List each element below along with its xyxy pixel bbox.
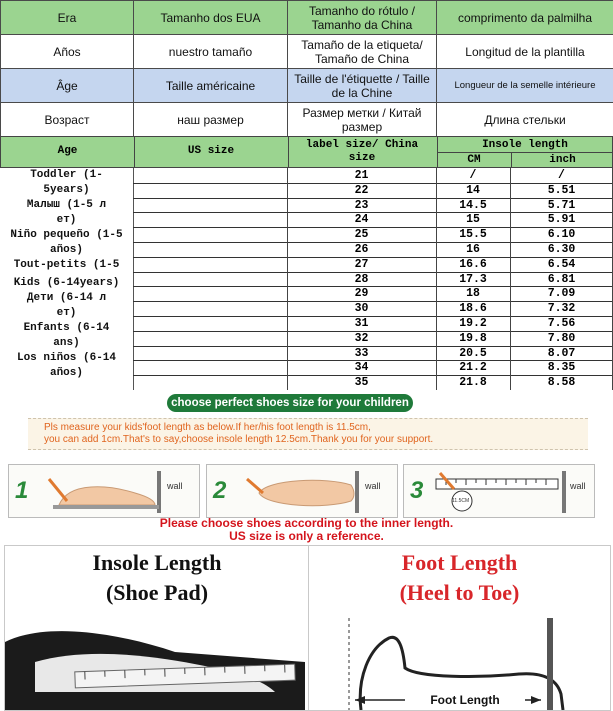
size-cm-cell: 14 (436, 183, 510, 198)
size-header-inch: inch (512, 154, 613, 167)
header-cell: Taille de l'étiquette / Taille de la Chine (288, 69, 437, 103)
size-cm-cell: 16 (436, 242, 510, 257)
foot-length-panel (308, 545, 611, 711)
step-3-number: 3 (410, 477, 423, 505)
size-inch-cell: 6.54 (511, 257, 612, 272)
wall-label-3: wall (570, 481, 586, 491)
size-cm-cell: 15 (436, 212, 510, 227)
header-cell: Возраст (1, 103, 134, 137)
insole-title: Insole Length (5, 550, 309, 576)
size-inch-cell: 6.10 (511, 227, 612, 242)
size-label-cell: 22 (287, 183, 436, 198)
size-cm-cell: 17.3 (436, 272, 510, 287)
size-cm-cell: 18 (436, 286, 510, 301)
size-row (133, 346, 613, 362)
header-cell: Tamanho do rótulo / Tamanho da China (288, 1, 437, 35)
size-row (133, 227, 613, 243)
size-table-header (0, 136, 613, 168)
size-inch-cell: 7.56 (511, 316, 612, 331)
size-label-cell: 24 (287, 212, 436, 227)
size-label-cell: 28 (287, 272, 436, 287)
age-line: Enfants (6-14 (0, 321, 133, 336)
age-line: Kids (6-14years) (0, 276, 133, 291)
size-header-label: label size/ China size (294, 139, 430, 165)
wall-label-1: wall (167, 481, 183, 491)
size-cm-cell: 16.6 (436, 257, 510, 272)
step-1-panel (8, 464, 200, 518)
insole-length-panel (4, 545, 310, 711)
measure-note (28, 418, 588, 450)
size-label-cell: 33 (287, 346, 436, 361)
size-inch-cell: 6.30 (511, 242, 612, 257)
size-cm-cell: 14.5 (436, 198, 510, 213)
size-header-insole: Insole length (437, 139, 613, 153)
size-label-cell: 32 (287, 331, 436, 346)
age-line: ans) (0, 336, 133, 351)
step-1-number: 1 (15, 477, 28, 505)
size-inch-cell: 8.07 (511, 346, 612, 361)
age-line: Дети (6-14 л (0, 291, 133, 306)
size-table (0, 168, 613, 390)
size-inch-cell: 8.35 (511, 360, 612, 375)
size-header-us: US size (134, 145, 288, 157)
header-cell: наш размер (134, 103, 288, 137)
age-line: Малыш (1-5 л (0, 198, 133, 213)
measure-note-line2: you can add 1cm.That's to say,choose insole length 12.5cm.Thank you for your support. (28, 434, 588, 446)
size-row (133, 331, 613, 347)
age-line: 5years) (0, 183, 133, 198)
us-size-warning: US size is only a reference. (0, 530, 613, 543)
age-line: Niño pequeño (1-5 (0, 228, 133, 243)
age-line: Tout-petits (1-5 (0, 258, 133, 273)
heel-to-toe-title: (Heel to Toe) (309, 580, 610, 606)
size-inch-cell: 5.71 (511, 198, 612, 213)
size-header-age: Age (1, 145, 134, 157)
wall-label-2: wall (365, 481, 381, 491)
size-cm-cell: 19.2 (436, 316, 510, 331)
step-2-number: 2 (213, 477, 226, 505)
size-header-cm: CM (437, 154, 511, 167)
header-row (1, 35, 613, 69)
size-inch-cell: 8.58 (511, 375, 612, 390)
age-line: ет) (0, 306, 133, 321)
header-cell: Era (1, 1, 134, 35)
age-column (0, 168, 134, 390)
size-cm-cell: 15.5 (436, 227, 510, 242)
size-row (133, 375, 613, 390)
age-line: años) (0, 243, 133, 258)
header-row (1, 69, 613, 103)
size-row (133, 301, 613, 317)
size-cm-cell: 19.8 (436, 331, 510, 346)
measure-note-line1: Pls measure your kids'foot length as below.If her/his foot length is 11.5cm, (28, 422, 588, 434)
size-inch-cell: 7.80 (511, 331, 612, 346)
size-cm-cell: 21.8 (436, 375, 510, 390)
header-row (1, 103, 613, 137)
size-cm-cell: / (436, 168, 510, 183)
size-label-cell: 31 (287, 316, 436, 331)
foot-length-label: Foot Length (405, 693, 525, 707)
size-inch-cell: 6.81 (511, 272, 612, 287)
size-inch-cell: / (511, 168, 612, 183)
ruler-label: 11.5CM (452, 498, 469, 504)
size-row (133, 168, 613, 184)
header-table (0, 0, 613, 137)
size-row (133, 212, 613, 228)
size-label-cell: 26 (287, 242, 436, 257)
foot-top-icon (237, 471, 387, 513)
foot-length-title: Foot Length (309, 550, 610, 576)
header-cell: Tamanho dos EUA (134, 1, 288, 35)
size-row (133, 316, 613, 332)
size-row (133, 257, 613, 273)
header-cell: Размер метки / Китай размер (288, 103, 437, 137)
header-cell: Taille américaine (134, 69, 288, 103)
header-row (1, 1, 613, 35)
size-label-cell: 27 (287, 257, 436, 272)
size-inch-cell: 7.32 (511, 301, 612, 316)
size-row (133, 286, 613, 302)
size-cm-cell: 18.6 (436, 301, 510, 316)
size-label-cell: 34 (287, 360, 436, 375)
ruler-icon (432, 471, 582, 513)
size-row (133, 183, 613, 199)
header-cell: Длина стельки (437, 103, 613, 137)
size-inch-cell: 7.09 (511, 286, 612, 301)
choose-size-pill: choose perfect shoes size for your children (167, 394, 413, 412)
age-line: años) (0, 366, 133, 381)
size-label-cell: 29 (287, 286, 436, 301)
foot-side-icon (39, 471, 189, 513)
step-3-panel (403, 464, 595, 518)
header-cell: Âge (1, 69, 134, 103)
header-cell: Longitud de la plantilla (437, 35, 613, 69)
size-row (133, 198, 613, 214)
size-cm-cell: 21.2 (436, 360, 510, 375)
size-inch-cell: 5.51 (511, 183, 612, 198)
size-row (133, 242, 613, 258)
size-label-cell: 23 (287, 198, 436, 213)
header-cell: Longueur de la semelle intérieure (437, 69, 613, 103)
shoe-insole-illustration (5, 612, 309, 710)
size-row (133, 360, 613, 376)
shoe-pad-title: (Shoe Pad) (5, 580, 309, 606)
age-line: Los niños (6-14 (0, 351, 133, 366)
size-label-cell: 21 (287, 168, 436, 183)
header-cell: Años (1, 35, 134, 69)
age-line: ет) (0, 213, 133, 228)
size-row (133, 272, 613, 288)
size-inch-cell: 5.91 (511, 212, 612, 227)
header-cell: comprimento da palmilha (437, 1, 613, 35)
inner-length-warning: Please choose shoes according to the inner length. (0, 517, 613, 530)
header-cell: Tamaño de la etiqueta/ Tamaño de China (288, 35, 437, 69)
step-2-panel (206, 464, 398, 518)
size-label-cell: 35 (287, 375, 436, 390)
size-label-cell: 25 (287, 227, 436, 242)
size-label-cell: 30 (287, 301, 436, 316)
age-line: Toddler (1- (0, 168, 133, 183)
size-cm-cell: 20.5 (436, 346, 510, 361)
header-cell: nuestro tamaño (134, 35, 288, 69)
